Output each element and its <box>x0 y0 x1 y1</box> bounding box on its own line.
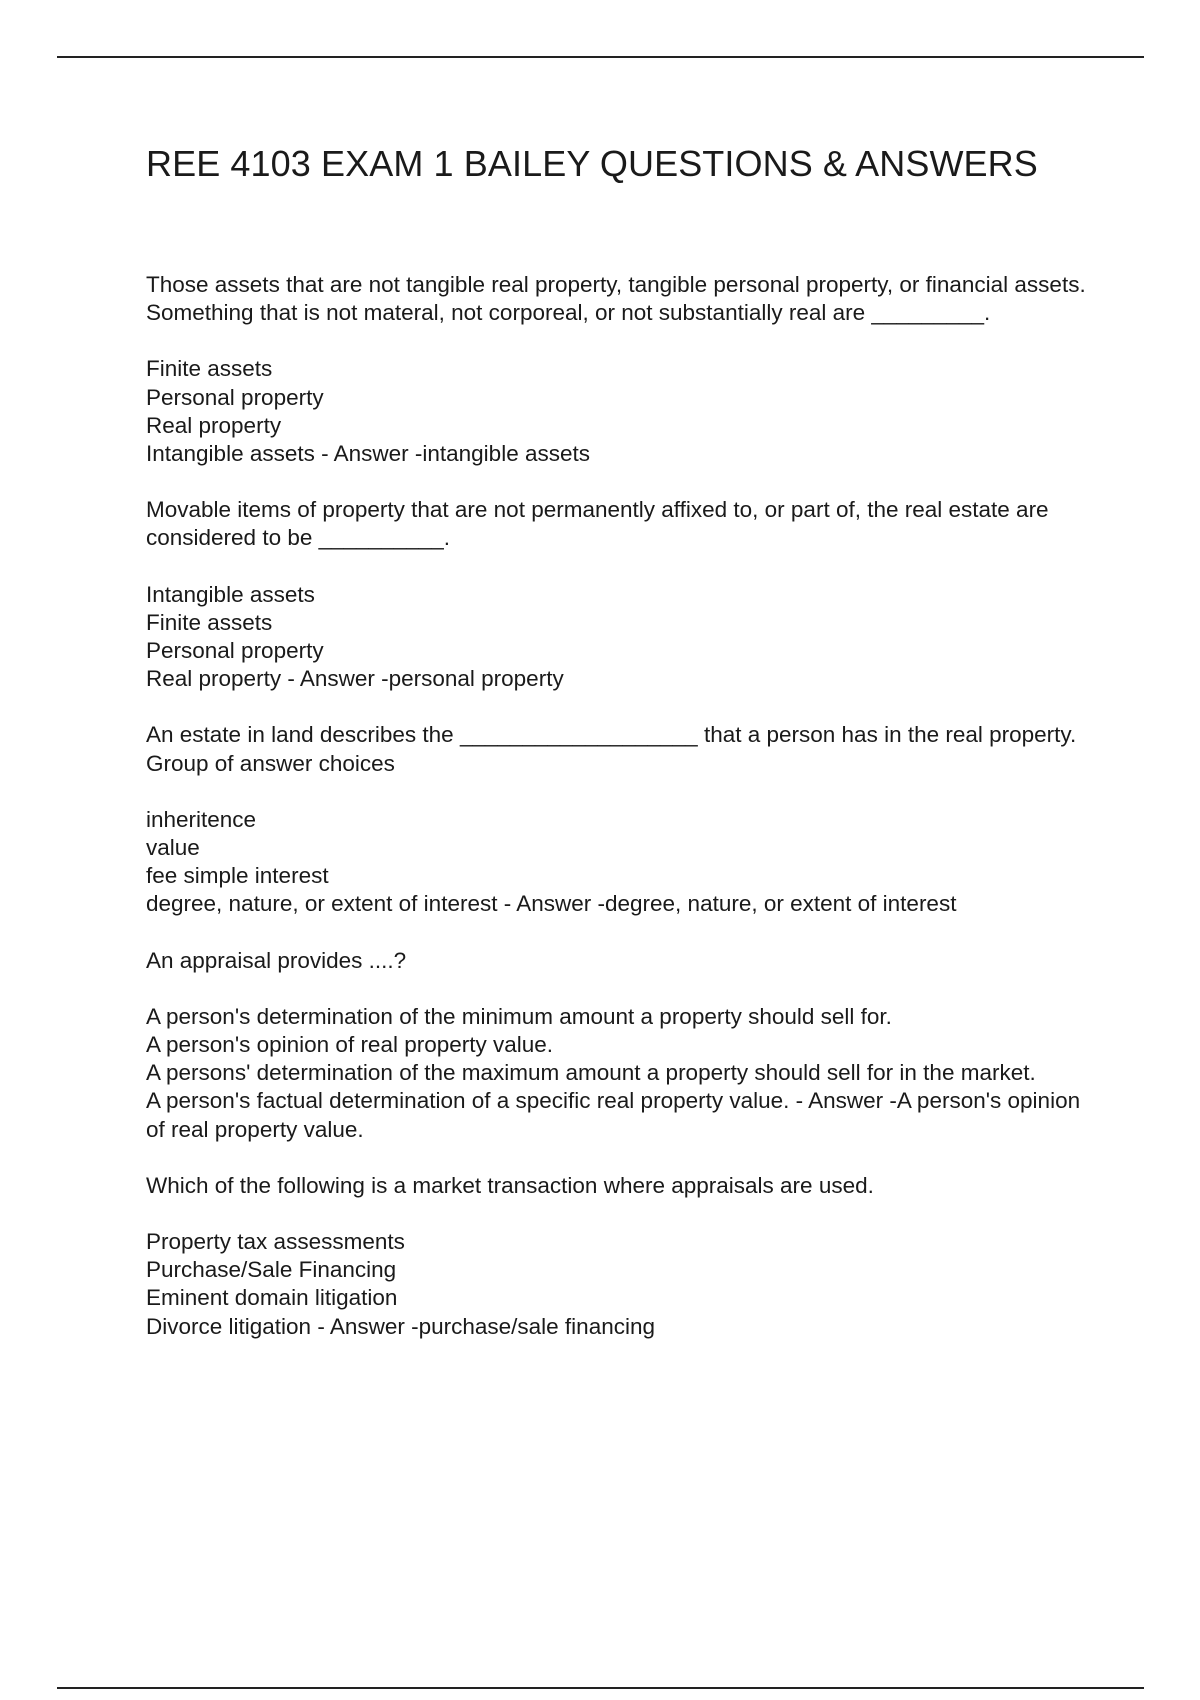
answer-option-with-answer: Intangible assets - Answer -intangible assets <box>146 441 590 467</box>
answer-option-with-answer: Divorce litigation - Answer -purchase/sale financing <box>146 1313 655 1339</box>
answer-option-with-answer: Real property - Answer -personal property <box>146 666 564 692</box>
document-body <box>146 271 1086 1341</box>
answer-option: Finite assets <box>146 356 273 382</box>
answer-choices <box>146 355 1086 468</box>
question-block <box>146 496 1086 693</box>
bottom-rule <box>57 1687 1144 1689</box>
question-text: Which of the following is a market transaction where appraisals are used. <box>146 1172 874 1198</box>
question-subtext: Group of answer choices <box>146 750 395 776</box>
answer-option: fee simple interest <box>146 863 329 889</box>
answer-option-with-answer: A person's factual determination of a specific real property value. - Answer -A person's opinion of real property value. <box>146 1088 1081 1142</box>
answer-option: Personal property <box>146 638 324 664</box>
question-text: An estate in land describes the ___________________ that a person has in the real property. <box>146 722 1077 748</box>
answer-choices <box>146 806 1086 919</box>
answer-option: inheritence <box>146 806 257 832</box>
question-text: An appraisal provides ....? <box>146 947 407 973</box>
answer-option: Purchase/Sale Financing <box>146 1257 397 1283</box>
answer-option: Personal property <box>146 384 324 410</box>
answer-option: Property tax assessments <box>146 1229 405 1255</box>
question-block <box>146 271 1086 468</box>
page-title: REE 4103 EXAM 1 BAILEY QUESTIONS & ANSWERS <box>146 143 1038 184</box>
answer-option: Eminent domain litigation <box>146 1285 398 1311</box>
answer-option: value <box>146 835 200 861</box>
top-rule <box>57 56 1144 58</box>
answer-choices <box>146 1228 1086 1341</box>
question-block <box>146 721 1086 918</box>
answer-choices <box>146 581 1086 694</box>
answer-option-with-answer: degree, nature, or extent of interest - Answer -degree, nature, or extent of interest <box>146 891 957 917</box>
question-block <box>146 1172 1086 1341</box>
answer-option: Intangible assets <box>146 581 315 607</box>
answer-option: A persons' determination of the maximum amount a property should sell for in the market. <box>146 1060 1036 1086</box>
answer-option: A person's opinion of real property value. <box>146 1032 554 1058</box>
question-text: Those assets that are not tangible real property, tangible personal property, or financial assets. Something that is not materal, not corporeal, or not substantially real are _________. <box>146 272 1086 326</box>
answer-option: Finite assets <box>146 609 273 635</box>
answer-choices <box>146 1003 1086 1144</box>
answer-option: Real property <box>146 412 282 438</box>
answer-option: A person's determination of the minimum amount a property should sell for. <box>146 1003 892 1029</box>
question-block <box>146 947 1086 1144</box>
question-text: Movable items of property that are not permanently affixed to, or part of, the real estate are considered to be __________. <box>146 497 1049 551</box>
